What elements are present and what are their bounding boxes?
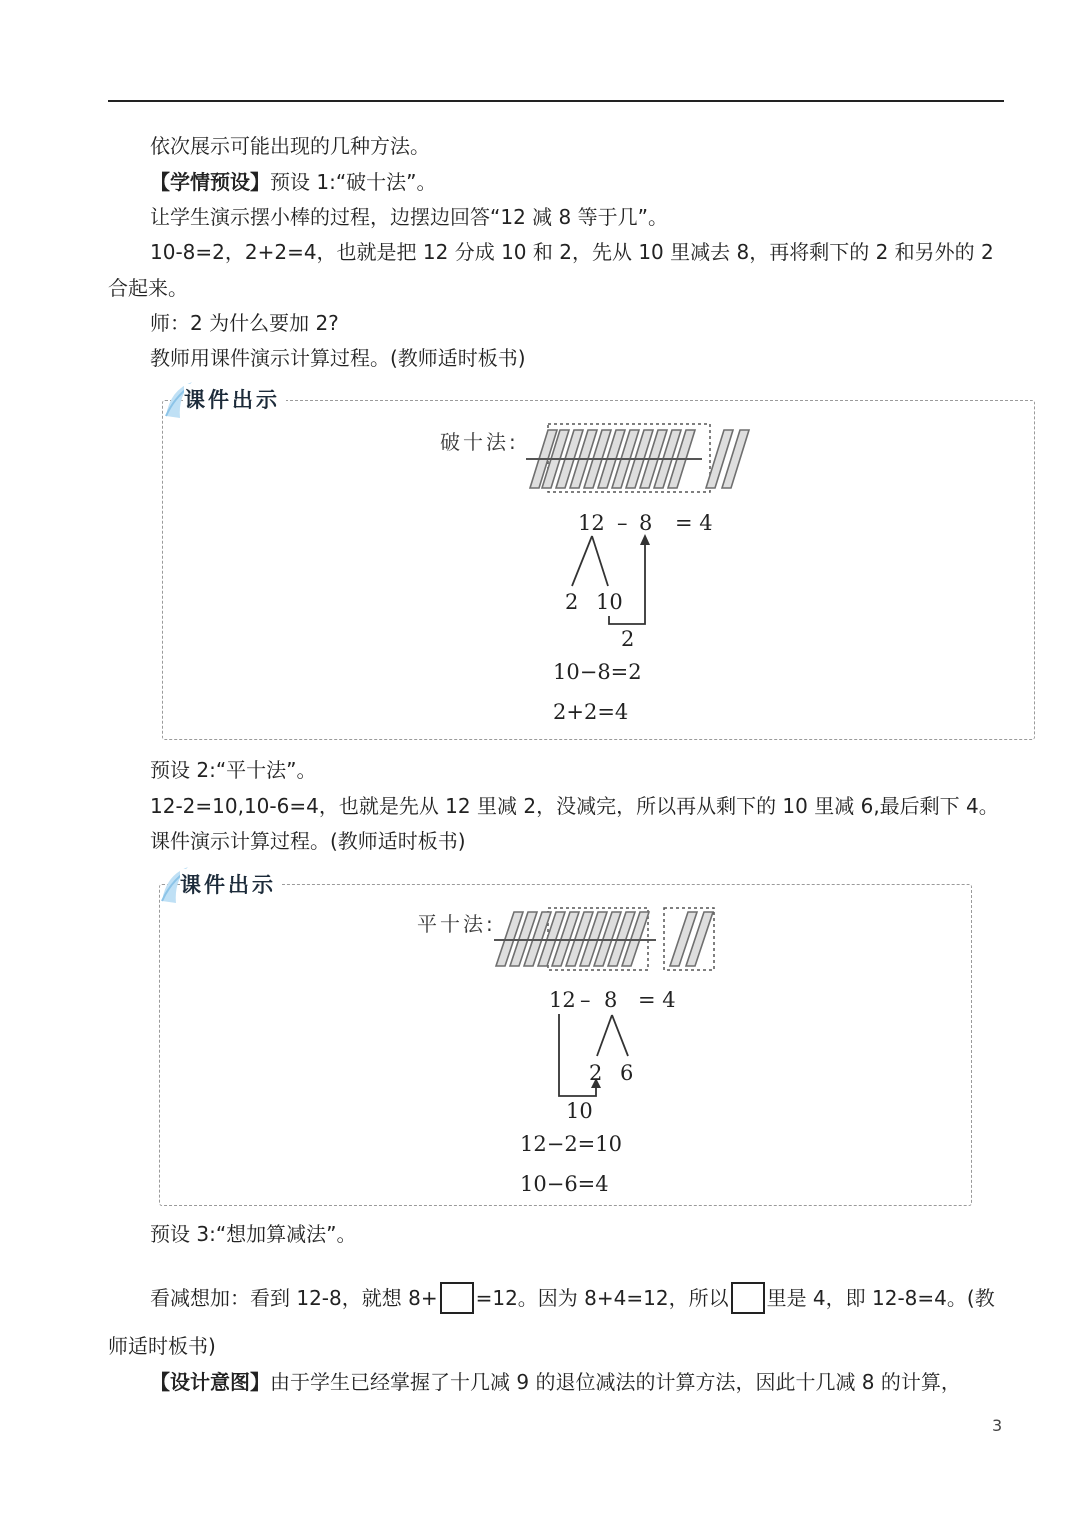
step-equation: 10−8=2 xyxy=(553,660,642,684)
method-label: 破十法: xyxy=(440,430,519,454)
paragraph-line: 10-8=2，2+2=4，也就是把 12 分成 10 和 2，先从 10 里减去 8，再将剩下的 2 和另外的 2 xyxy=(150,240,994,264)
equation-operand: 12 xyxy=(578,511,605,535)
intermediate-result: 10 xyxy=(566,1099,593,1123)
paragraph-line: 依次展示可能出现的几种方法。 xyxy=(150,134,430,158)
section-label: 【设计意图】 xyxy=(150,1370,270,1394)
paragraph-line xyxy=(150,1370,961,1394)
paragraph-line: 师：2 为什么要加 2? xyxy=(150,311,339,335)
equation-operand: 12 xyxy=(549,988,576,1012)
paragraph-text: 看减想加：看到 12-8，就想 8+ xyxy=(150,1286,438,1310)
paragraph-text: 预设 1:“破十法”。 xyxy=(270,170,437,194)
intermediate-result: 2 xyxy=(621,627,635,651)
paragraph-line: 预设 3:“想加算减法”。 xyxy=(150,1222,357,1246)
courseware-badge-label: 课件出示 xyxy=(184,384,286,414)
step-equation: 2+2=4 xyxy=(553,700,629,724)
page-number: 3 xyxy=(992,1416,1003,1435)
step-equation: 12−2=10 xyxy=(520,1132,622,1156)
equation-result: = 4 xyxy=(675,511,713,535)
paragraph-line: 让学生演示摆小棒的过程，边摆边回答“12 减 8 等于几”。 xyxy=(150,205,668,229)
equation-operand: 8 xyxy=(604,988,618,1012)
equation-operand: 8 xyxy=(639,511,653,535)
paragraph-line xyxy=(150,1282,995,1314)
split-part: 10 xyxy=(596,590,623,614)
answer-blank-box xyxy=(731,1282,765,1314)
equation-result: = 4 xyxy=(638,988,676,1012)
counting-sticks-icon xyxy=(494,908,714,970)
section-label: 【学情预设】 xyxy=(150,170,270,194)
paragraph-line: 预设 2:“平十法”。 xyxy=(150,758,317,782)
method-label: 平十法: xyxy=(417,912,496,936)
paragraph-line: 教师用课件演示计算过程。(教师适时板书) xyxy=(150,346,526,370)
split-part: 2 xyxy=(565,590,579,614)
equation-operator: – xyxy=(617,511,628,535)
paragraph-line: 师适时板书) xyxy=(108,1334,216,1358)
courseware-badge-label: 课件出示 xyxy=(180,869,282,899)
split-part: 2 xyxy=(589,1061,603,1085)
paragraph-text: =12。因为 8+4=12，所以 xyxy=(475,1286,729,1310)
answer-blank-box xyxy=(440,1282,474,1314)
paragraph-text: 由于学生已经掌握了十几减 9 的退位减法的计算方法，因此十几减 8 的计算， xyxy=(270,1370,961,1394)
split-part: 6 xyxy=(620,1061,634,1085)
paragraph-line: 12-2=10,10-6=4，也就是先从 12 里减 2，没减完，所以再从剩下的 10 里减 6,最后剩下 4。 xyxy=(150,794,999,818)
paragraph-line: 课件演示计算过程。(教师适时板书) xyxy=(150,829,466,853)
paragraph-line: 合起来。 xyxy=(108,276,188,300)
equation-operator: – xyxy=(580,988,591,1012)
paragraph-text: 里是 4，即 12-8=4。(教 xyxy=(766,1286,995,1310)
step-equation: 10−6=4 xyxy=(520,1172,609,1196)
